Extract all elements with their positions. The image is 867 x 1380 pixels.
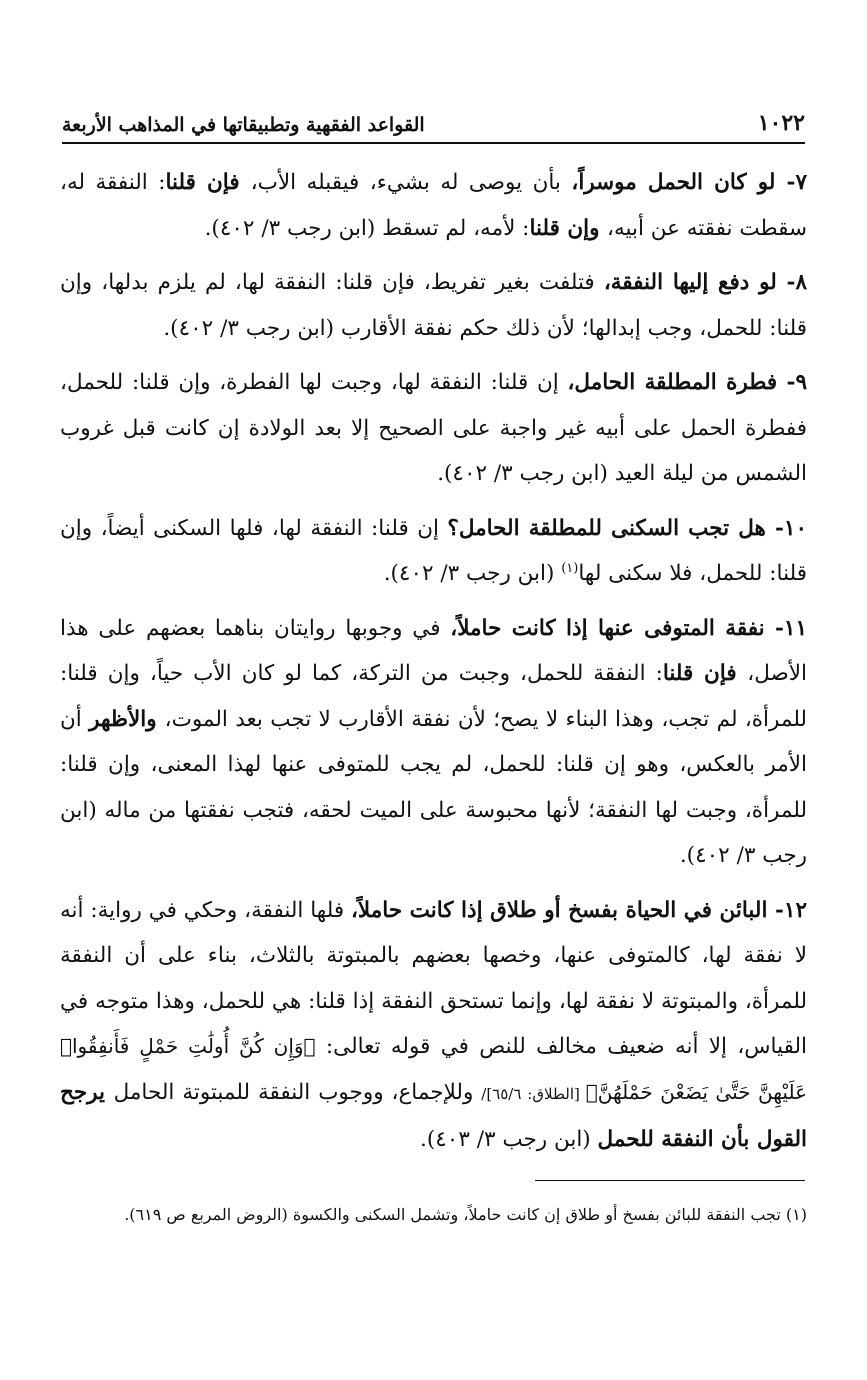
paragraph-text: : النفقة له، سقطت نفقته عن أبيه، [60, 170, 807, 241]
paragraph-text: وللإجماع، ووجوب النفقة للمبتوتة الحامل [113, 1079, 482, 1105]
quran-verse: ﴿وَإِن كُنَّ أُولَٰتِ حَمْلٍ فَأَنفِقُوا۟ عَلَيْهِنَّ حَتَّىٰ يَضَعْنَ حَمْلَهُنَّ﴾ [60, 1034, 807, 1104]
paragraph-lead: ٩- فطرة المطلقة الحامل، [567, 370, 807, 395]
paragraph-12 [60, 888, 807, 1163]
emphasis-text: فإن قلنا [165, 170, 251, 195]
verse-reference: [الطلاق: ٦٥/٦]/ [481, 1084, 586, 1103]
paragraph-lead: ١٠- هل تجب السكنى للمطلقة الحامل؟ [447, 515, 807, 541]
paragraph-11 [60, 606, 807, 879]
emphasis-text: وإن قلنا [529, 215, 607, 241]
paragraph-text: فلها النفقة، وحكي في رواية: أنه لا نفقة لها، كالمتوفى عنها، وخصها بعضهم بالمبتوتة بالثلاث، بناء على أن النفقة للمرأة، والمبتوتة لا نفقة لها، وإنما تستحق النفقة إذا قلنا: هي للحمل، وهذا متوجه في القياس، إلا أنه ضعيف مخالف للنص في قوله تعالى: [60, 897, 807, 1059]
emphasis-text: والأظهر [89, 706, 165, 732]
emphasis-text: فإن قلنا [662, 661, 748, 686]
paragraph-text: : النفقة للحمل، وجبت من التركة، كما لو كان الأب حياً، وإن قلنا: للمرأة، لم تجب، وهذا البناء لا يصح؛ لأن نفقة الأقارب لا تجب بعد الموت، [60, 661, 807, 732]
footnote: (١) تجب النفقة للبائن بفسخ أو طلاق إن كانت حاملاً، وتشمل السكنى والكسوة (الروض المربع ص ٦١٩). [124, 1205, 807, 1224]
paragraph-text: بأن يوصى له بشيء، فيقبله الأب، [250, 170, 572, 195]
paragraph-lead: ١١- نفقة المتوفى عنها إذا كانت حاملاً، [450, 615, 807, 641]
main-text [60, 160, 807, 1172]
emphasis-text: يرجح القول بأن النفقة للحمل [60, 1079, 807, 1152]
paragraph-lead: ١٢- البائن في الحياة بفسخ أو طلاق إذا كانت حاملاً، [350, 897, 807, 923]
page-header [62, 100, 805, 142]
paragraph-text: : لأمه، لم تسقط (ابن رجب ٣/ ٤٠٢). [204, 215, 530, 241]
paragraph-10 [60, 506, 807, 597]
paragraph-lead: ٨- لو دفع إليها النفقة، [603, 270, 807, 295]
footnote-marker: (١) [561, 560, 579, 576]
paragraph-text: إن قلنا: النفقة لها، وجبت لها الفطرة، وإن قلنا: للحمل، ففطرة الحمل على أبيه غير واجبة على الصحيح إلا بعد الولادة إن كانت قبل غروب الشمس من ليلة العيد (ابن رجب ٣/ ٤٠٢). [60, 370, 807, 486]
paragraph-text: فتلفت بغير تفريط، فإن قلنا: النفقة لها، لم يلزم بدلها، وإن قلنا: للحمل، وجب إبدالها؛ لأن ذلك حكم نفقة الأقارب (ابن رجب ٣/ ٤٠٢). [60, 270, 807, 341]
paragraph-text: (ابن رجب ٣/ ٤٠٢). [383, 561, 562, 586]
paragraph-9 [60, 360, 807, 497]
paragraph-lead: ٧- لو كان الحمل موسراً، [571, 170, 808, 195]
page-number: ١٠٢٢ [757, 110, 805, 136]
paragraph-text: إن قلنا: النفقة لها، فلها السكنى أيضاً، وإن قلنا: للحمل، فلا سكنى لها [60, 515, 807, 586]
paragraph-7 [60, 160, 807, 251]
footnote-divider [535, 1180, 805, 1181]
header-divider [62, 142, 805, 144]
paragraph-8 [60, 260, 807, 351]
paragraph-text: (ابن رجب ٣/ ٤٠٣). [420, 1127, 598, 1152]
running-title: القواعد الفقهية وتطبيقاتها في المذاهب الأربعة [62, 114, 425, 136]
paragraph-text: أن الأمر بالعكس، وهو إن قلنا: للحمل، لم يجب للمتوفى عنها لهذا المعنى، وإن قلنا: للمرأة، وجبت لها النفقة؛ لأنها محبوسة على الميت لحقه، فتجب نفقتها من ماله (ابن رجب ٣/ ٤٠٢). [60, 706, 807, 868]
paragraph-text: في وجوبها روايتان بناهما بعضهم على هذا الأصل، [60, 615, 807, 686]
